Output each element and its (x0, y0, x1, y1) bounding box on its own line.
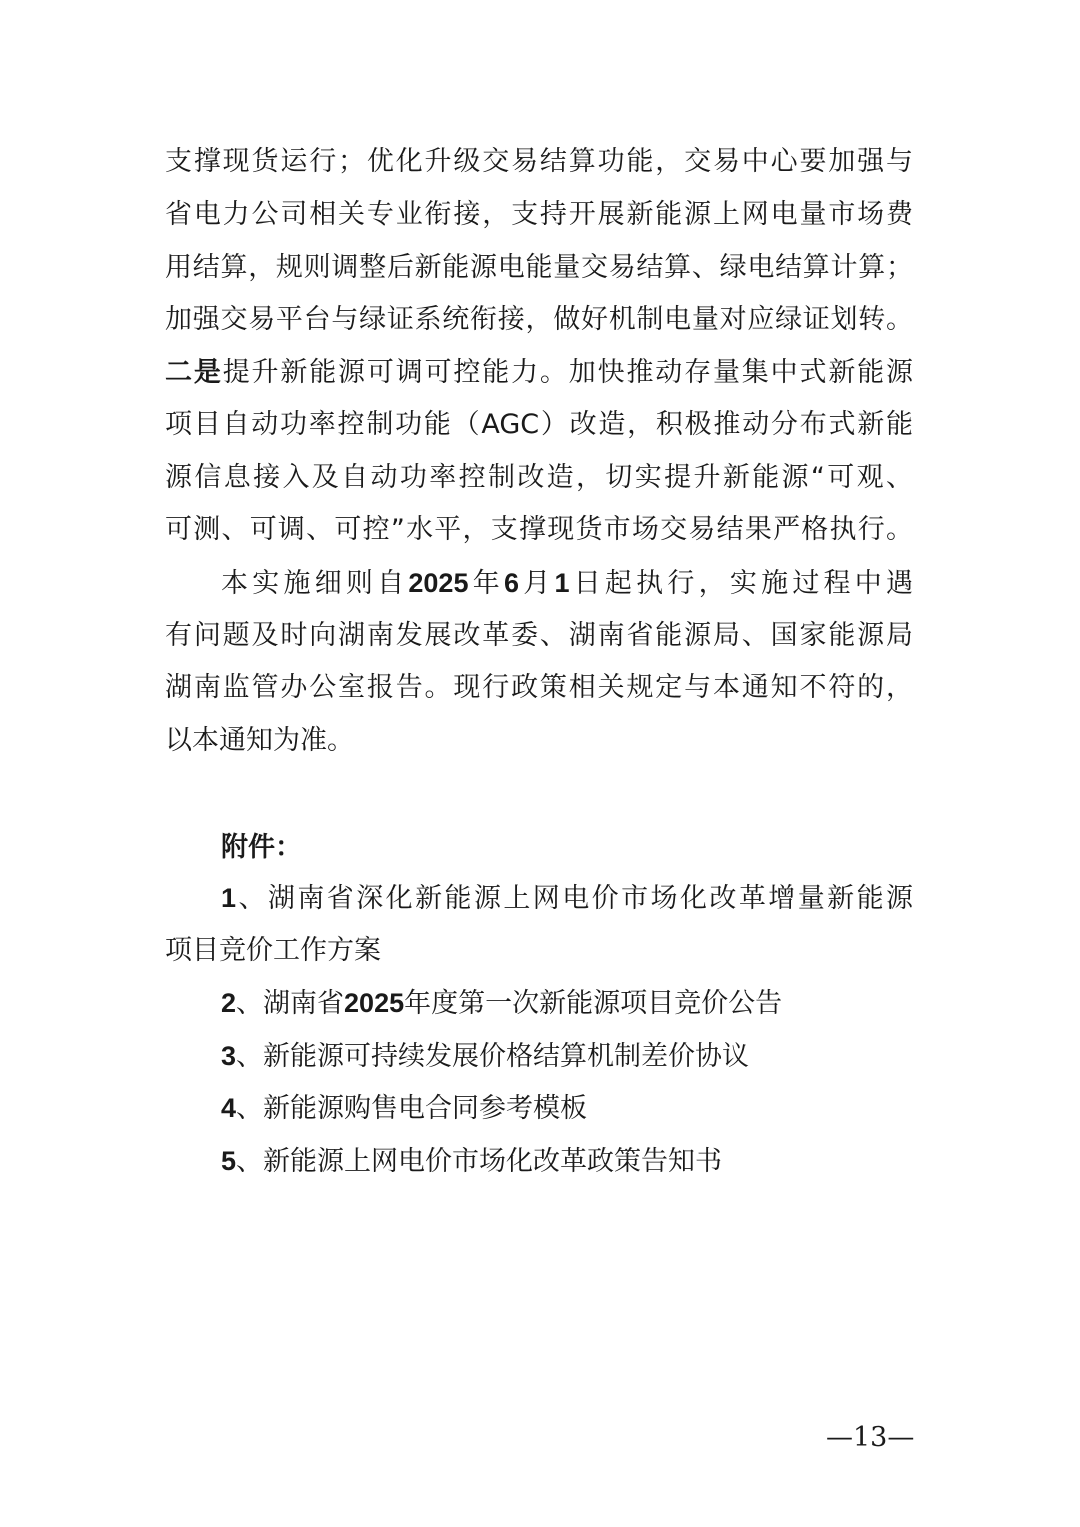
attachment-number: 1 (221, 883, 237, 913)
attachment-number: 4 (221, 1093, 237, 1123)
attachment-title: 新能源购售电合同参考模板 (263, 1093, 588, 1124)
attachment-item-1 (221, 878, 913, 918)
body-line: 省电力公司相关专业衔接，支持开展新能源上网电量市场费 (165, 199, 913, 230)
impl-month-suffix: 月 (518, 568, 555, 599)
impl-month: 6 (503, 568, 519, 598)
attachment-item-4 (221, 1088, 913, 1128)
body-line: 加强交易平台与绿证系统衔接，做好机制电量对应绿证划转。 (165, 304, 913, 335)
implementation-line-4: 以本通知为准。 (165, 725, 354, 756)
attachment-item-1-continuation: 项目竞价工作方案 (165, 935, 381, 966)
attachment-year: 2025 (344, 988, 405, 1018)
body-line: 可测、可调、可控”水平，支撑现货市场交易结果严格执行。 (165, 514, 913, 545)
body-line-point-two (165, 353, 913, 393)
attachment-number: 3 (221, 1041, 237, 1071)
body-line: 源信息接入及自动功率控制改造，切实提升新能源“可观、 (165, 462, 913, 493)
attachment-title: 新能源上网电价市场化改革政策告知书 (263, 1146, 723, 1177)
attachment-number: 2 (221, 988, 237, 1018)
body-line: 用结算，规则调整后新能源电能量交易结算、绿电结算计算； (165, 252, 913, 283)
attachment-item-5 (221, 1141, 913, 1181)
point-two-label: 二是 (165, 357, 223, 388)
attachment-title: 湖南省深化新能源上网电价市场化改革增量新能源 (267, 883, 914, 914)
implementation-line-1 (221, 563, 913, 603)
body-line: 支撑现货运行；优化升级交易结算功能，交易中心要加强与 (165, 146, 913, 177)
impl-day: 1 (554, 568, 570, 598)
attachment-separator: 、 (236, 1093, 264, 1124)
attachment-separator: 、 (236, 1041, 264, 1072)
implementation-line-2: 有问题及时向湖南发展改革委、湖南省能源局、国家能源局 (165, 620, 913, 651)
attachment-item-2 (221, 983, 913, 1023)
attachment-title-suffix: 年度第一次新能源项目竞价公告 (404, 988, 783, 1019)
body-line: 项目自动功率控制功能（AGC）改造，积极推动分布式新能 (165, 409, 913, 440)
implementation-line-3: 湖南监管办公室报告。现行政策相关规定与本通知不符的， (165, 672, 913, 703)
impl-rest: 日起执行，实施过程中遇 (569, 568, 914, 599)
attachment-item-3 (221, 1036, 913, 1076)
attachment-title: 新能源可持续发展价格结算机制差价协议 (263, 1041, 750, 1072)
attachment-title-prefix: 湖南省 (263, 988, 345, 1019)
page-number: —13— (826, 1422, 915, 1453)
attachment-number: 5 (221, 1146, 237, 1176)
impl-prefix: 本实施细则自 (221, 568, 409, 599)
impl-year-suffix: 年 (468, 568, 504, 599)
attachments-heading: 附件： (221, 832, 302, 863)
impl-year: 2025 (408, 568, 469, 598)
attachment-separator: 、 (236, 883, 268, 914)
attachment-separator: 、 (236, 988, 264, 1019)
attachment-separator: 、 (236, 1146, 264, 1177)
point-two-text: 提升新能源可调可控能力。加快推动存量集中式新能源 (222, 357, 914, 388)
